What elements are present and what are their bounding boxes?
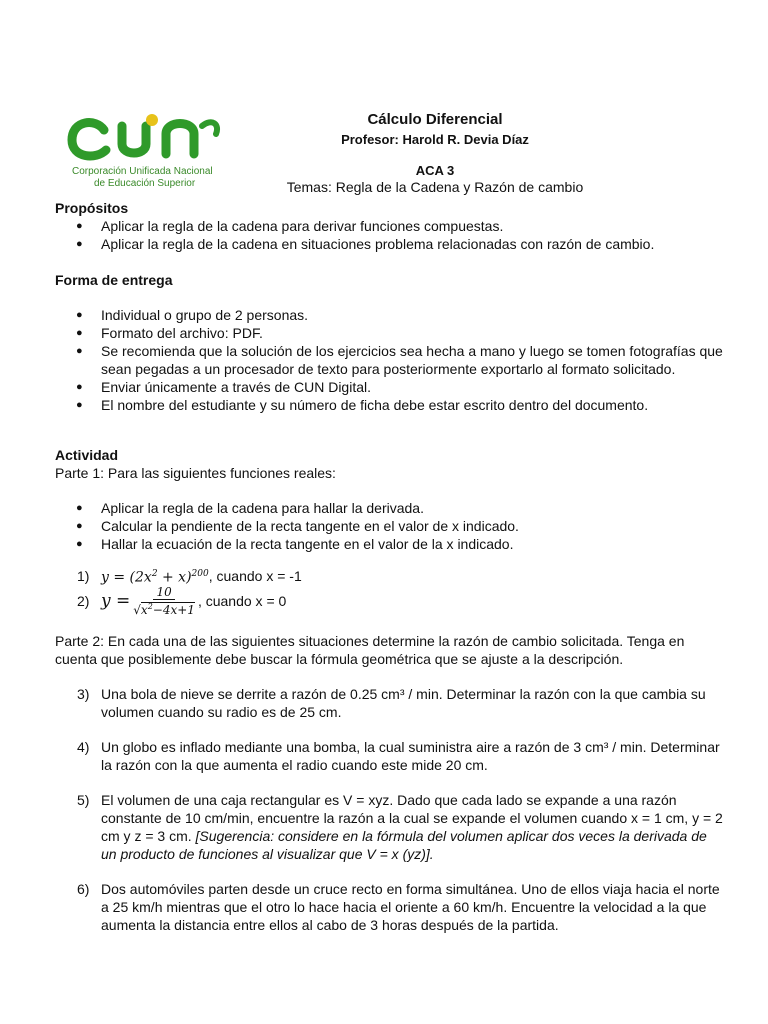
problem-text: Una bola de nieve se derrite a razón de 0.25 cm³ / min. Determinar la razón con la que cambia su volumen cuando su radio es de 25 cm.: [101, 686, 706, 720]
document-body: [55, 199, 725, 951]
list-item: ● Individual o grupo de 2 personas.: [55, 306, 725, 324]
parte-1-intro: Parte 1: Para las siguientes funciones reales:: [55, 465, 336, 481]
list-item: ● El nombre del estudiante y su número de ficha debe estar escrito dentro del documento.: [55, 396, 725, 414]
entrega-list: [55, 306, 725, 414]
list-item: [55, 791, 725, 863]
problem-hint: [Sugerencia: considere en la fórmula del volumen aplicar dos veces la derivada de un producto de funciones al visualizar que V = x (yz)].: [101, 828, 707, 862]
equations: [55, 565, 725, 615]
list-item: [55, 880, 725, 934]
page-title: Cálculo Diferencial: [367, 111, 503, 128]
temas-line: Temas: Regla de la Cadena y Razón de cambio: [286, 179, 584, 195]
problem-text: Dos automóviles parten desde un cruce recto en forma simultánea. Uno de ellos viaja hacia el norte a 25 km/h mientras que el otro lo hace hacia el oriente a 60 km/h. Encuentre la velocidad a la que aumenta la distancia entre ellos al cabo de 3 horas después de la partida.: [101, 881, 720, 933]
list-item: [55, 685, 725, 721]
equation-2-condition: , cuando x = 0: [197, 593, 287, 609]
problem-text: El volumen de una caja rectangular es V = xyz. Dado que cada lado se expande a una razón constante de 10 cm/min, encuentre la razón a la cual se expande el volumen cuando x = 1 cm, y = 2 cm y z = 3 cm.: [101, 792, 723, 844]
problem-number: 5): [77, 792, 90, 808]
list-item: [55, 738, 725, 774]
list-item: ● Calcular la pendiente de la recta tangente en el valor de x indicado.: [55, 517, 725, 535]
aca-label: ACA 3: [415, 163, 455, 178]
fraction-numerator: 10: [153, 586, 174, 600]
list-item: ● Enviar únicamente a través de CUN Digital.: [55, 378, 725, 396]
propositos-list: [55, 217, 725, 253]
equation-2: [77, 584, 725, 617]
list-item: ● Aplicar la regla de la cadena para hallar la derivada.: [55, 499, 725, 517]
equation-number: 2): [77, 593, 90, 609]
cun-logo: [66, 110, 226, 190]
problem-number: 4): [77, 739, 90, 755]
problem-text: Un globo es inflado mediante una bomba, la cual suministra aire a razón de 3 cm³ / min. Determinar la razón con la que aumenta el radio cuando este mide 20 cm.: [101, 739, 720, 773]
problem-number: 6): [77, 881, 90, 897]
parte-2-intro: Parte 2: En cada una de las siguientes situaciones determine la razón de cambio solicitada. Tenga en cuenta que posiblemente debe buscar la fórmula geométrica que se ajuste a la descripción.: [55, 633, 685, 667]
fraction-denominator: $√x^2-4x+1$: [133, 601, 195, 617]
list-item: ● Aplicar la regla de la cadena para derivar funciones compuestas.: [55, 217, 725, 235]
list-item: ● Formato del archivo: PDF.: [55, 324, 725, 342]
entrega-heading: Forma de entrega: [55, 272, 173, 288]
problems-list: [55, 685, 725, 934]
cun-logo-icon: [66, 110, 226, 166]
list-item: ● Se recomienda que la solución de los ejercicios sea hecha a mano y luego se tomen fotografías que sean pegadas a un procesador de texto para posteriormente exportarlo al formato solicitado.: [55, 342, 725, 378]
actividad-list: [55, 499, 725, 553]
equation-1: [77, 565, 725, 587]
propositos-heading: Propósitos: [55, 200, 129, 216]
list-item: ● Hallar la ecuación de la recta tangente en el valor de la x indicado.: [55, 535, 725, 553]
professor-line: Profesor: Harold R. Devia Díaz: [341, 132, 529, 147]
actividad-heading: Actividad: [55, 447, 119, 463]
equation-2-lhs: y =: [101, 591, 131, 611]
equation-1-condition: , cuando x = -1: [208, 568, 302, 584]
logo-line-2: de Educación Superior: [94, 178, 196, 189]
list-item: ● Aplicar la regla de la cadena en situaciones problema relacionadas con razón de cambio.: [55, 235, 725, 253]
equation-number: 1): [77, 568, 90, 584]
logo-line-1: Corporación Unificada Nacional: [72, 166, 213, 177]
equation-2-fraction: [133, 586, 195, 617]
problem-number: 3): [77, 686, 90, 702]
equation-1-formula: $y = (2x^2 + x)^{200}$: [101, 569, 209, 586]
